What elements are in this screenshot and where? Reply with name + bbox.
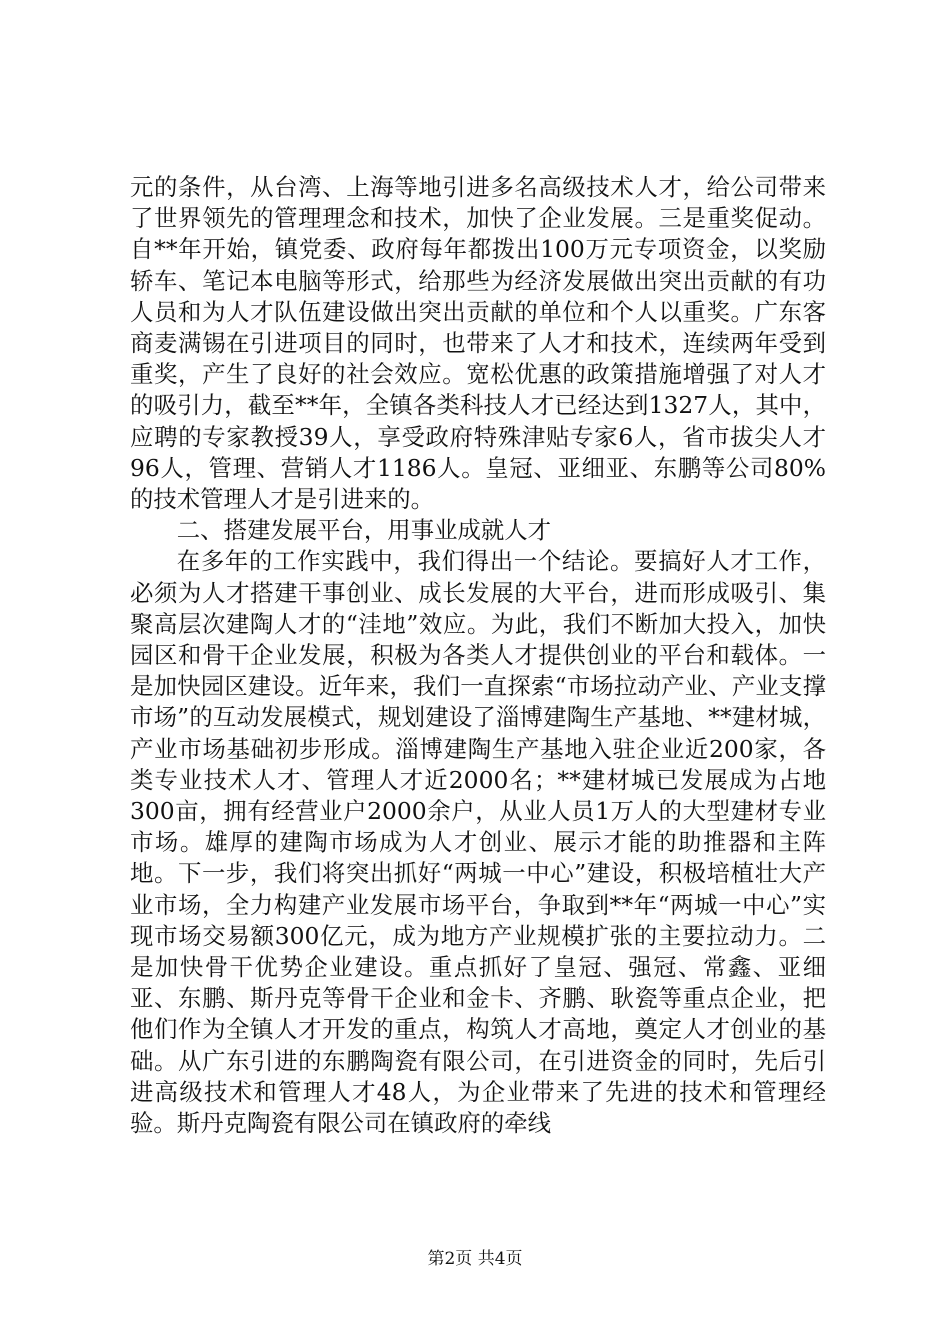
document-body <box>130 172 826 1139</box>
page-footer: 第2页 共4页 <box>427 1249 523 1269</box>
section-heading-platform: 二、搭建发展平台，用事业成就人才 <box>176 516 552 545</box>
paragraph-platform-body: 在多年的工作实践中，我们得出一个结论。要搞好人才工作，必须为人才搭建干事创业、成长发展的大平台，进而形成吸引、集聚高层次建陶人才的“洼地”效应。为此，我们不断加大投入，加快园区和骨干企业发展，积极为各类人才提供创业的平台和载体。一是加快园区建设。近年来，我们一直探索“市场拉动产业、产业支撑市场”的互动发展模式，规划建设了淄博建陶生产基地、**建材城，产业市场基础初步形成。淄博建陶生产基地入驻企业近200家，各类专业技术人才、管理人才近2000名；**建材城已发展成为占地300亩，拥有经营业户2000余户，从业人员1万人的大型建材专业市场。雄厚的建陶市场成为人才创业、展示才能的助推器和主阵地。下一步，我们将突出抓好“两城一中心”建设，积极培植壮大产业市场，全力构建产业发展市场平台，争取到**年“两城一中心”实现市场交易额300亿元，成为地方产业规模扩张的主要拉动力。二是加快骨干优势企业建设。重点抓好了皇冠、强冠、常鑫、亚细亚、东鹏、斯丹克等骨干企业和金卡、齐鹏、耿瓷等重点企业，把他们作为全镇人才开发的重点，构筑人才高地，奠定人才创业的基础。从广东引进的东鹏陶瓷有限公司，在引进资金的同时，先后引进高级技术和管理人才48人，为企业带来了先进的技术和管理经验。斯丹克陶瓷有限公司在镇政府的牵线 <box>130 547 826 1138</box>
paragraph-policy-continuation: 元的条件，从台湾、上海等地引进多名高级技术人才，给公司带来了世界领先的管理理念和技术，加快了企业发展。三是重奖促动。自**年开始，镇党委、政府每年都拨出100万元专项资金，以奖励轿车、笔记本电脑等形式，给那些为经济发展做出突出贡献的有功人员和为人才队伍建设做出突出贡献的单位和个人以重奖。广东客商麦满锡在引进项目的同时，也带来了人才和技术，连续两年受到重奖，产生了良好的社会效应。宽松优惠的政策措施增强了对人才的吸引力，截至**年，全镇各类科技人才已经达到1327人，其中，应聘的专家教授39人，享受政府特殊津贴专家6人，省市拔尖人才96人，管理、营销人才1186人。皇冠、亚细亚、东鹏等公司80%的技术管理人才是引进来的。 <box>130 173 826 514</box>
